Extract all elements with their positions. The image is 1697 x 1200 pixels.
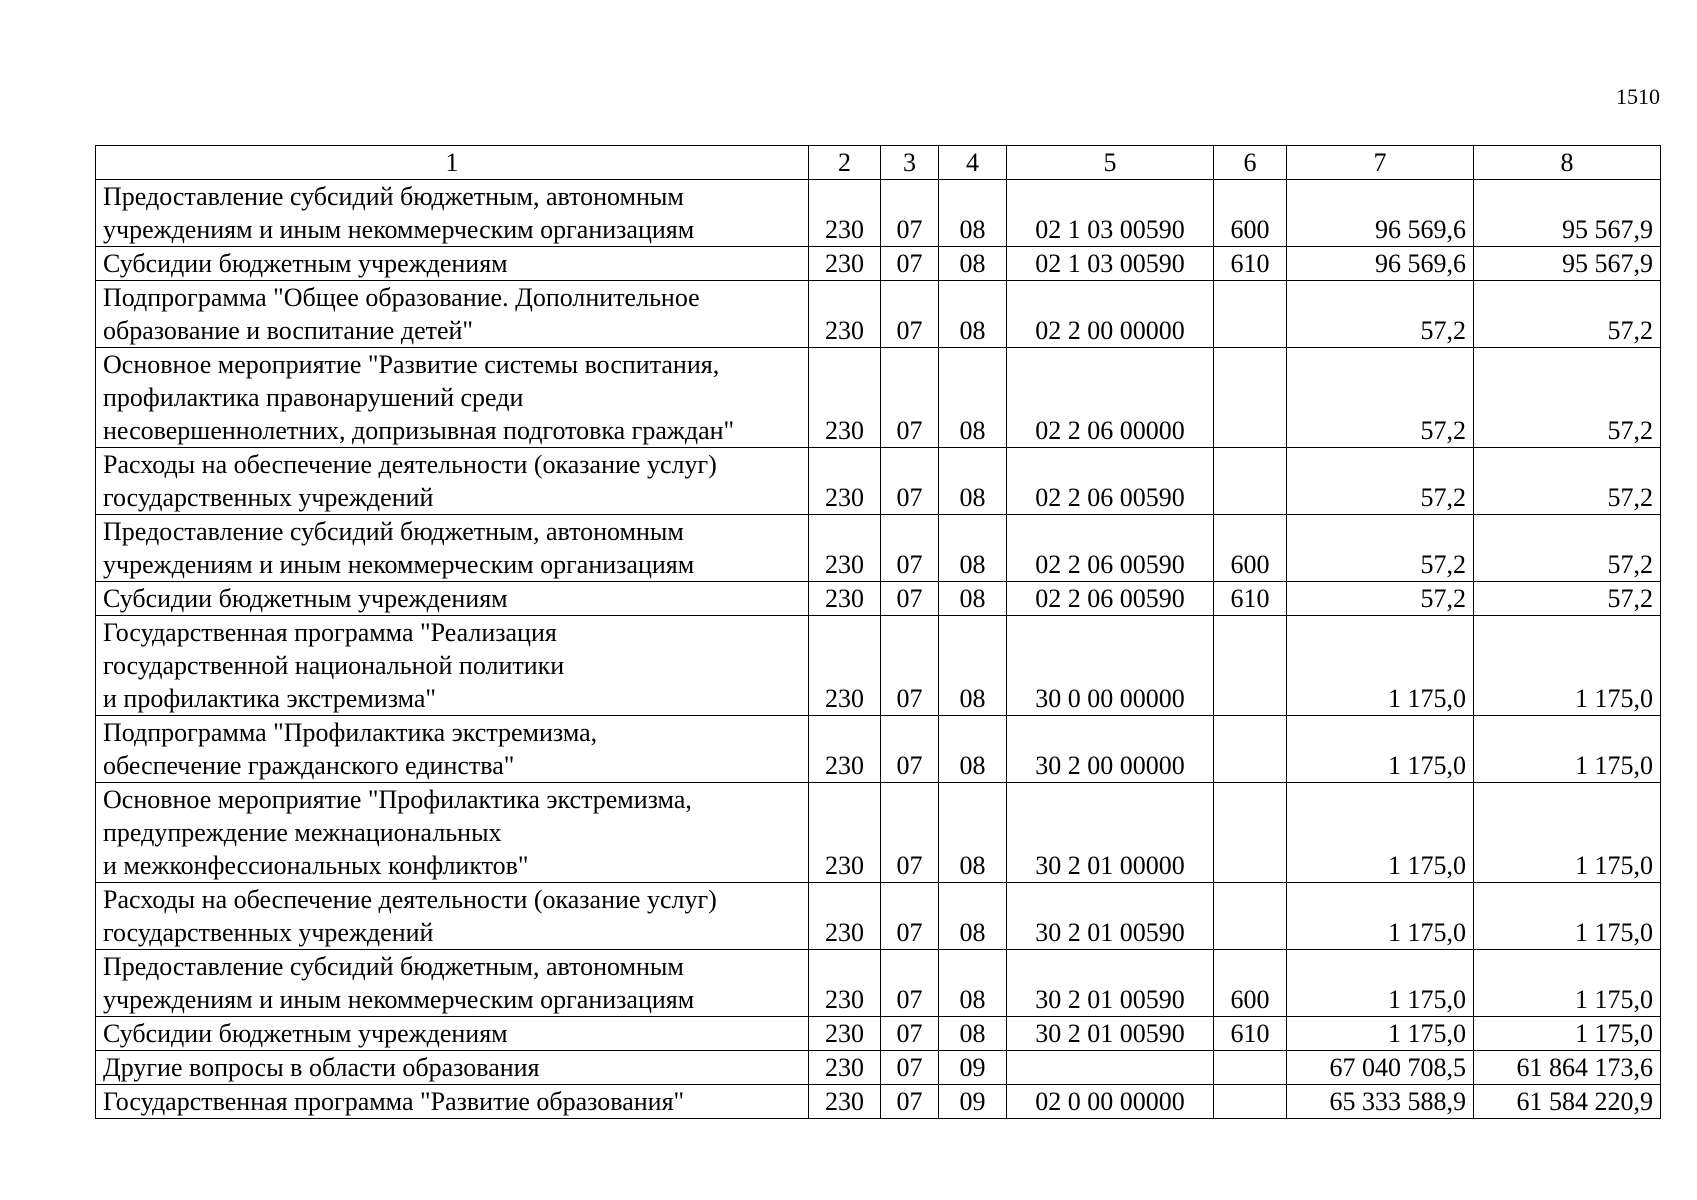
cell-col-4: 08 bbox=[939, 783, 1007, 883]
row-label: Предоставление субсидий бюджетным, автономным учреждениям и иным некоммерческим организациям bbox=[103, 517, 695, 579]
cell-col-7: 1 175,0 bbox=[1287, 950, 1474, 1017]
cell-col-3: 07 bbox=[881, 883, 939, 950]
row-label: Государственная программа "Развитие образования" bbox=[103, 1087, 685, 1116]
table-row bbox=[96, 1051, 1661, 1085]
column-header: 2 bbox=[809, 146, 881, 180]
cell-col-3: 07 bbox=[881, 783, 939, 883]
column-header: 6 bbox=[1214, 146, 1287, 180]
cell-col-5: 02 2 06 00590 bbox=[1007, 448, 1214, 515]
cell-col-7: 1 175,0 bbox=[1287, 883, 1474, 950]
cell-col-6 bbox=[1214, 783, 1287, 883]
cell-col-5: 30 0 00 00000 bbox=[1007, 616, 1214, 716]
cell-col-6: 610 bbox=[1214, 247, 1287, 281]
cell-col-4: 08 bbox=[939, 180, 1007, 247]
table-row bbox=[96, 281, 1661, 348]
cell-col-3: 07 bbox=[881, 716, 939, 783]
cell-col-6: 600 bbox=[1214, 950, 1287, 1017]
cell-col-4: 08 bbox=[939, 448, 1007, 515]
cell-col-4: 09 bbox=[939, 1085, 1007, 1119]
cell-col-2: 230 bbox=[809, 515, 881, 582]
cell-col-8: 1 175,0 bbox=[1474, 616, 1661, 716]
row-label: Государственная программа "Реализация государственной национальной политики и профилактика экстремизма" bbox=[103, 618, 565, 713]
cell-col-7: 57,2 bbox=[1287, 515, 1474, 582]
cell-col-6 bbox=[1214, 1085, 1287, 1119]
cell-col-8: 57,2 bbox=[1474, 515, 1661, 582]
cell-col-3: 07 bbox=[881, 180, 939, 247]
cell-name bbox=[96, 883, 809, 950]
cell-col-6 bbox=[1214, 348, 1287, 448]
cell-col-6: 610 bbox=[1214, 1017, 1287, 1051]
cell-col-5: 02 0 00 00000 bbox=[1007, 1085, 1214, 1119]
page-number: 1510 bbox=[1616, 84, 1660, 109]
row-label: Расходы на обеспечение деятельности (оказание услуг) государственных учреждений bbox=[103, 885, 717, 947]
cell-col-8: 1 175,0 bbox=[1474, 783, 1661, 883]
cell-col-8: 57,2 bbox=[1474, 448, 1661, 515]
cell-name bbox=[96, 1051, 809, 1085]
row-label: Предоставление субсидий бюджетным, автономным учреждениям и иным некоммерческим организациям bbox=[103, 952, 695, 1014]
cell-col-8: 1 175,0 bbox=[1474, 883, 1661, 950]
cell-col-4: 08 bbox=[939, 616, 1007, 716]
column-header: 8 bbox=[1474, 146, 1661, 180]
cell-col-8: 95 567,9 bbox=[1474, 247, 1661, 281]
cell-col-8: 95 567,9 bbox=[1474, 180, 1661, 247]
cell-col-2: 230 bbox=[809, 582, 881, 616]
cell-col-8: 1 175,0 bbox=[1474, 1017, 1661, 1051]
cell-col-2: 230 bbox=[809, 448, 881, 515]
column-header: 1 bbox=[96, 146, 809, 180]
cell-name bbox=[96, 247, 809, 281]
cell-col-4: 08 bbox=[939, 1017, 1007, 1051]
cell-col-4: 08 bbox=[939, 582, 1007, 616]
cell-col-7: 57,2 bbox=[1287, 281, 1474, 348]
table-row bbox=[96, 582, 1661, 616]
header-row bbox=[96, 146, 1661, 180]
row-label: Субсидии бюджетным учреждениям bbox=[103, 1019, 508, 1048]
cell-col-7: 1 175,0 bbox=[1287, 1017, 1474, 1051]
cell-col-3: 07 bbox=[881, 582, 939, 616]
cell-col-5: 30 2 01 00000 bbox=[1007, 783, 1214, 883]
row-label: Подпрограмма "Общее образование. Дополнительное образование и воспитание детей" bbox=[103, 283, 700, 345]
cell-col-8: 1 175,0 bbox=[1474, 950, 1661, 1017]
cell-col-8: 1 175,0 bbox=[1474, 716, 1661, 783]
cell-col-4: 08 bbox=[939, 348, 1007, 448]
cell-col-7: 96 569,6 bbox=[1287, 180, 1474, 247]
cell-col-5 bbox=[1007, 1051, 1214, 1085]
table-row bbox=[96, 783, 1661, 883]
table-row bbox=[96, 247, 1661, 281]
cell-col-3: 07 bbox=[881, 247, 939, 281]
cell-col-5: 30 2 00 00000 bbox=[1007, 716, 1214, 783]
cell-col-6 bbox=[1214, 716, 1287, 783]
cell-col-8: 57,2 bbox=[1474, 582, 1661, 616]
cell-col-2: 230 bbox=[809, 1017, 881, 1051]
row-label: Субсидии бюджетным учреждениям bbox=[103, 249, 508, 278]
table-row bbox=[96, 448, 1661, 515]
column-header: 7 bbox=[1287, 146, 1474, 180]
cell-name bbox=[96, 1085, 809, 1119]
cell-col-6: 610 bbox=[1214, 582, 1287, 616]
cell-col-3: 07 bbox=[881, 1017, 939, 1051]
cell-col-7: 57,2 bbox=[1287, 448, 1474, 515]
cell-name bbox=[96, 448, 809, 515]
cell-col-7: 57,2 bbox=[1287, 582, 1474, 616]
cell-col-5: 30 2 01 00590 bbox=[1007, 1017, 1214, 1051]
cell-col-8: 61 584 220,9 bbox=[1474, 1085, 1661, 1119]
cell-col-5: 02 2 00 00000 bbox=[1007, 281, 1214, 348]
cell-col-7: 1 175,0 bbox=[1287, 616, 1474, 716]
cell-name bbox=[96, 348, 809, 448]
cell-col-2: 230 bbox=[809, 716, 881, 783]
cell-col-6 bbox=[1214, 883, 1287, 950]
cell-col-3: 07 bbox=[881, 281, 939, 348]
cell-col-7: 96 569,6 bbox=[1287, 247, 1474, 281]
cell-col-5: 02 2 06 00000 bbox=[1007, 348, 1214, 448]
cell-col-3: 07 bbox=[881, 1085, 939, 1119]
cell-col-3: 07 bbox=[881, 448, 939, 515]
cell-col-3: 07 bbox=[881, 1051, 939, 1085]
cell-col-4: 09 bbox=[939, 1051, 1007, 1085]
cell-col-6 bbox=[1214, 1051, 1287, 1085]
cell-col-7: 1 175,0 bbox=[1287, 783, 1474, 883]
cell-col-7: 57,2 bbox=[1287, 348, 1474, 448]
cell-col-5: 30 2 01 00590 bbox=[1007, 883, 1214, 950]
table-row bbox=[96, 950, 1661, 1017]
row-label: Подпрограмма "Профилактика экстремизма, обеспечение гражданского единства" bbox=[103, 718, 598, 780]
cell-col-8: 61 864 173,6 bbox=[1474, 1051, 1661, 1085]
cell-col-2: 230 bbox=[809, 1085, 881, 1119]
cell-col-2: 230 bbox=[809, 180, 881, 247]
cell-name bbox=[96, 1017, 809, 1051]
cell-col-4: 08 bbox=[939, 883, 1007, 950]
cell-col-8: 57,2 bbox=[1474, 348, 1661, 448]
cell-col-5: 02 2 06 00590 bbox=[1007, 582, 1214, 616]
cell-name bbox=[96, 582, 809, 616]
cell-col-3: 07 bbox=[881, 950, 939, 1017]
cell-name bbox=[96, 616, 809, 716]
row-label: Расходы на обеспечение деятельности (оказание услуг) государственных учреждений bbox=[103, 450, 717, 512]
cell-col-7: 67 040 708,5 bbox=[1287, 1051, 1474, 1085]
cell-name bbox=[96, 783, 809, 883]
table-row bbox=[96, 883, 1661, 950]
row-label: Другие вопросы в области образования bbox=[103, 1053, 540, 1082]
cell-col-6 bbox=[1214, 448, 1287, 515]
row-label: Предоставление субсидий бюджетным, автономным учреждениям и иным некоммерческим организациям bbox=[103, 182, 695, 244]
cell-name bbox=[96, 716, 809, 783]
cell-col-5: 02 2 06 00590 bbox=[1007, 515, 1214, 582]
cell-col-4: 08 bbox=[939, 247, 1007, 281]
cell-col-8: 57,2 bbox=[1474, 281, 1661, 348]
cell-col-5: 02 1 03 00590 bbox=[1007, 180, 1214, 247]
cell-name bbox=[96, 950, 809, 1017]
budget-table bbox=[95, 145, 1661, 1119]
column-header: 5 bbox=[1007, 146, 1214, 180]
cell-col-5: 02 1 03 00590 bbox=[1007, 247, 1214, 281]
cell-col-2: 230 bbox=[809, 281, 881, 348]
table-row bbox=[96, 1085, 1661, 1119]
table-body bbox=[96, 180, 1661, 1119]
cell-col-6: 600 bbox=[1214, 180, 1287, 247]
cell-col-5: 30 2 01 00590 bbox=[1007, 950, 1214, 1017]
cell-col-4: 08 bbox=[939, 515, 1007, 582]
table-row bbox=[96, 1017, 1661, 1051]
cell-col-7: 1 175,0 bbox=[1287, 716, 1474, 783]
cell-col-3: 07 bbox=[881, 515, 939, 582]
cell-col-2: 230 bbox=[809, 883, 881, 950]
cell-col-6: 600 bbox=[1214, 515, 1287, 582]
cell-name bbox=[96, 180, 809, 247]
table-row bbox=[96, 716, 1661, 783]
cell-col-4: 08 bbox=[939, 950, 1007, 1017]
row-label: Субсидии бюджетным учреждениям bbox=[103, 584, 508, 613]
cell-col-4: 08 bbox=[939, 281, 1007, 348]
row-label: Основное мероприятие "Развитие системы воспитания, профилактика правонарушений среди несовершеннолетних, допризывная подготовка граждан" bbox=[103, 350, 735, 445]
table-row bbox=[96, 515, 1661, 582]
cell-name bbox=[96, 281, 809, 348]
cell-col-2: 230 bbox=[809, 348, 881, 448]
cell-col-6 bbox=[1214, 281, 1287, 348]
cell-col-4: 08 bbox=[939, 716, 1007, 783]
cell-col-2: 230 bbox=[809, 783, 881, 883]
cell-name bbox=[96, 515, 809, 582]
cell-col-3: 07 bbox=[881, 616, 939, 716]
cell-col-2: 230 bbox=[809, 1051, 881, 1085]
cell-col-2: 230 bbox=[809, 247, 881, 281]
table-row bbox=[96, 616, 1661, 716]
row-label: Основное мероприятие "Профилактика экстремизма, предупреждение межнациональных и межконфессиональных конфликтов" bbox=[103, 785, 692, 880]
cell-col-2: 230 bbox=[809, 616, 881, 716]
table-row bbox=[96, 348, 1661, 448]
column-header: 4 bbox=[939, 146, 1007, 180]
cell-col-3: 07 bbox=[881, 348, 939, 448]
table-row bbox=[96, 180, 1661, 247]
column-header: 3 bbox=[881, 146, 939, 180]
cell-col-6 bbox=[1214, 616, 1287, 716]
cell-col-7: 65 333 588,9 bbox=[1287, 1085, 1474, 1119]
cell-col-2: 230 bbox=[809, 950, 881, 1017]
